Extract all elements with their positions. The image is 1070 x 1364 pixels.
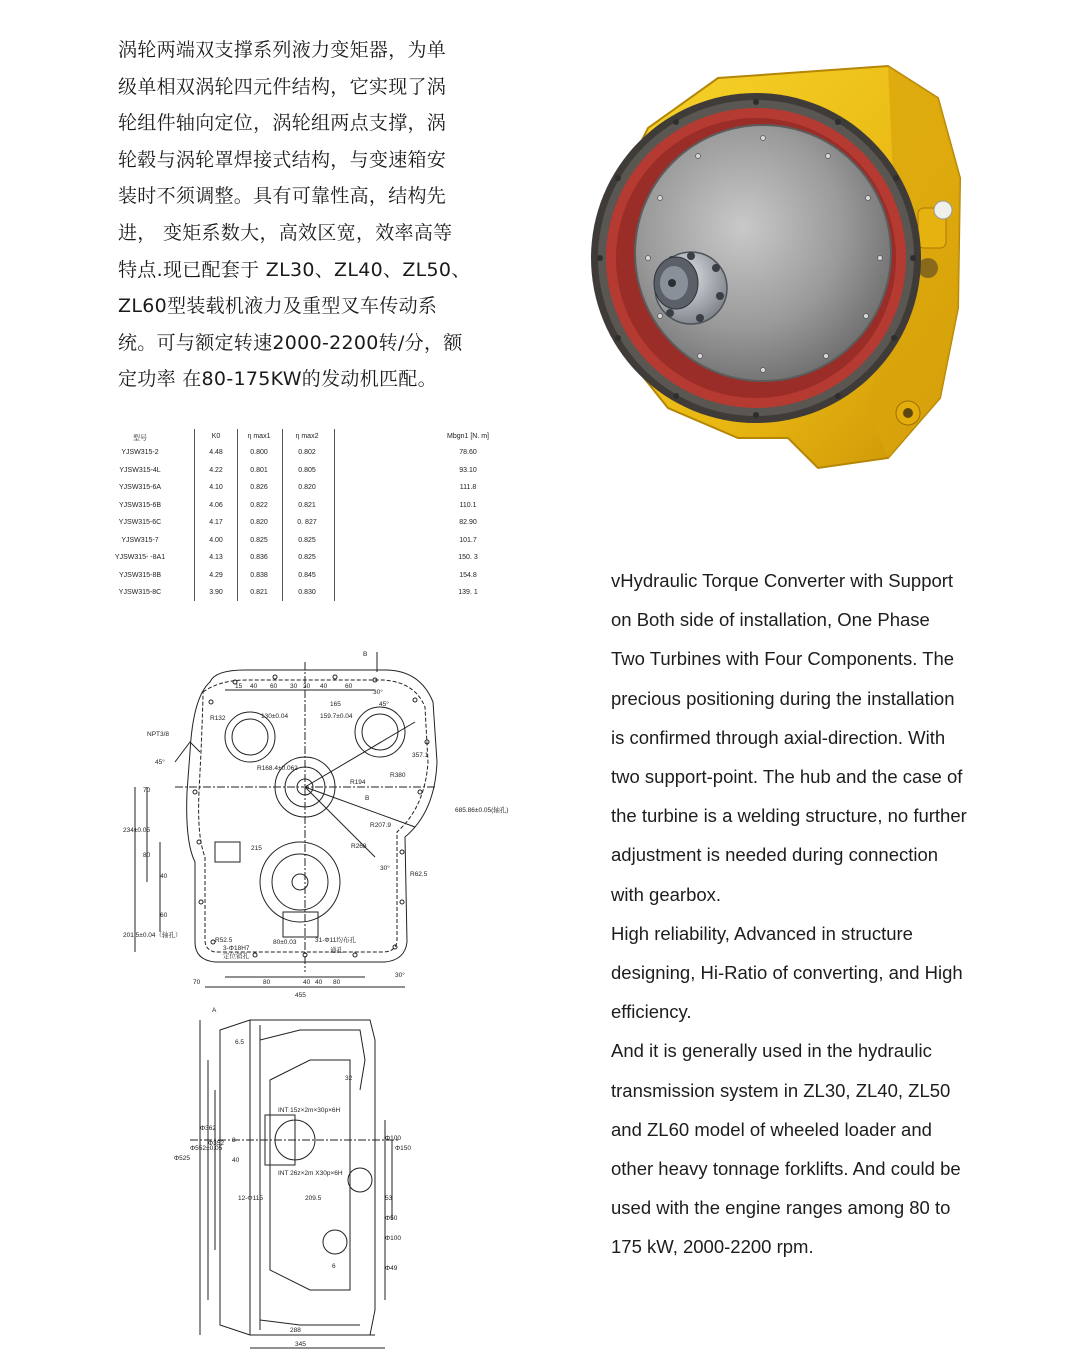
label: B <box>365 795 370 802</box>
cell-k0: 3.90 <box>209 589 223 596</box>
cell-eta2: 0.825 <box>298 554 316 561</box>
en-line: adjustment is needed during connection <box>611 844 939 866</box>
cell-eta2: 0. 827 <box>297 519 317 526</box>
cn-line: 定功率 在80-175KW的发动机匹配。 <box>118 368 437 391</box>
en-line: two support-point. The hub and the case of <box>611 766 963 788</box>
label: NPT3/8 <box>147 731 170 738</box>
label: Φ100 <box>385 1235 402 1242</box>
label: R132 <box>210 715 226 722</box>
cn-line: 特点.现已配套于 ZL30、ZL40、ZL50、 <box>118 258 471 281</box>
cell-mbgn: 78.60 <box>459 449 477 456</box>
cell-eta1: 0.836 <box>250 554 268 561</box>
cell-eta1: 0.820 <box>250 519 268 526</box>
table-header <box>110 430 500 446</box>
label: INT 15z×2m×30p×6H <box>278 1107 341 1114</box>
label: Φ150 <box>395 1145 412 1152</box>
label: 80 <box>143 852 151 859</box>
table-row <box>110 464 500 482</box>
label: 53 <box>385 1195 393 1202</box>
label: 31-Φ11均布孔 <box>315 937 356 944</box>
cell-eta1: 0.822 <box>250 501 268 509</box>
label: R52.5 <box>215 937 233 944</box>
table-row <box>110 481 500 499</box>
en-line: High reliability, Advanced in structure <box>611 922 913 944</box>
header-k0: K0 <box>211 433 221 440</box>
label: 30° <box>380 865 390 872</box>
label: 定位销孔 <box>223 953 249 960</box>
cell-eta2: 0.820 <box>298 484 316 491</box>
english-description <box>611 561 1031 1267</box>
cell-eta2: 0.821 <box>298 501 316 509</box>
table-row <box>110 499 500 517</box>
label: B <box>363 651 368 658</box>
label: 40 <box>315 979 323 986</box>
label: INT 26z×2m X30p×6H <box>278 1170 343 1177</box>
cell-model: YJSW315-6B <box>118 501 162 509</box>
cell-model: YJSW315-8C <box>118 589 162 596</box>
en-line: and ZL60 model of wheeled loader and <box>611 1118 932 1140</box>
label: Φ49 <box>385 1265 398 1272</box>
label: 60 <box>270 683 278 690</box>
cell-k0: 4.17 <box>209 519 223 526</box>
label: 70 <box>143 787 151 794</box>
cell-model: YJSW315-4L <box>119 466 161 474</box>
en-line: 175 kW, 2000-2200 rpm. <box>611 1236 814 1258</box>
cell-k0: 4.29 <box>209 571 223 579</box>
cell-k0: 4.48 <box>209 449 223 456</box>
cell-eta1: 0.801 <box>250 466 268 474</box>
label: 30 <box>303 683 311 690</box>
label: Φ50 <box>385 1215 398 1222</box>
label: 8 <box>232 1137 236 1144</box>
label: 165 <box>330 701 341 708</box>
cell-eta2: 0.825 <box>298 536 316 544</box>
label: Φ100 <box>385 1135 402 1142</box>
cell-eta1: 0.800 <box>250 449 268 456</box>
side-view-drawing <box>160 1000 420 1355</box>
en-line: transmission system in ZL30, ZL40, ZL50 <box>611 1079 951 1101</box>
label: 80 <box>263 979 271 986</box>
label: R62.5 <box>410 871 428 878</box>
label: 80 <box>333 979 341 986</box>
en-line: the turbine is a welding structure, no further <box>611 805 967 827</box>
label: R380 <box>390 772 406 779</box>
en-line: And it is generally used in the hydraulic <box>611 1040 932 1062</box>
label: 40 <box>250 683 258 690</box>
label: R207.9 <box>370 822 391 829</box>
cell-model: YJSW315-6C <box>118 519 162 526</box>
cell-eta1: 0.838 <box>250 571 268 579</box>
label: 通孔 <box>330 947 343 954</box>
cell-k0: 4.06 <box>209 501 223 509</box>
header-mbgn: Mbgn1 [N. m] <box>446 433 489 440</box>
label: 345 <box>295 1341 306 1348</box>
label: 30° <box>395 972 405 979</box>
cell-eta1: 0.821 <box>250 589 268 596</box>
label: 30 <box>290 683 298 690</box>
en-line: used with the engine ranges among 80 to <box>611 1197 951 1219</box>
en-line: is confirmed through axial-direction. With <box>611 726 946 748</box>
label: 6.5 <box>235 1039 245 1046</box>
label: 80±0.03 <box>273 939 297 946</box>
header-eta1: η max1 <box>247 433 271 440</box>
en-line: precious positioning during the installation <box>611 687 955 709</box>
label: Φ362 <box>200 1125 217 1132</box>
label: 60 <box>345 683 353 690</box>
label: 288 <box>290 1327 301 1334</box>
cell-model: YJSW315-2 <box>121 449 159 456</box>
table-row <box>110 516 500 534</box>
cell-mbgn: 82.90 <box>459 519 477 526</box>
cn-line: 统。可与额定转速2000-2200转/分，额 <box>118 331 463 354</box>
label: 40 <box>160 873 168 880</box>
label: R168.4±0.062 <box>257 765 298 772</box>
cell-eta1: 0.825 <box>250 536 268 544</box>
en-line: vHydraulic Torque Converter with Support <box>611 570 954 591</box>
cell-mbgn: 93.10 <box>459 466 477 474</box>
cell-mbgn: 150. 3 <box>458 554 478 561</box>
cell-k0: 4.22 <box>209 466 223 474</box>
label: 12-Φ115 <box>238 1195 263 1202</box>
cell-mbgn: 154.8 <box>459 571 477 579</box>
label: 159.7±0.04 <box>320 713 353 720</box>
label: A <box>212 1007 217 1014</box>
cn-line: 进， 变矩系数大，高效区宽，效率高等 <box>118 221 453 244</box>
label: 357.1 <box>412 752 429 759</box>
label: 201.5±0.04（轴孔） <box>123 932 182 939</box>
spec-table <box>110 430 500 604</box>
label: Φ552±0.05 <box>190 1145 223 1152</box>
cell-eta2: 0.845 <box>298 571 316 579</box>
label: 215 <box>251 845 262 852</box>
table-row <box>110 586 500 604</box>
cell-mbgn: 110.1 <box>459 501 477 509</box>
cell-eta2: 0.830 <box>298 589 316 596</box>
label: 45° <box>155 759 165 766</box>
cell-mbgn: 139. 1 <box>458 589 478 596</box>
cell-eta1: 0.826 <box>250 484 268 491</box>
en-line: other heavy tonnage forklifts. And could be <box>611 1158 961 1180</box>
product-photo <box>588 58 988 478</box>
cell-model: YJSW315-8B <box>118 571 162 579</box>
en-line: designing, Hi-Ratio of converting, and High <box>611 962 963 984</box>
label: R194 <box>350 779 366 786</box>
cell-eta2: 0.805 <box>298 466 316 474</box>
label: 40 <box>232 1157 240 1164</box>
label: 234±0.05 <box>123 827 151 834</box>
label: 685.86±0.05(轴孔) <box>455 807 509 814</box>
label: 30° <box>373 689 383 696</box>
cn-line: 级单相双涡轮四元件结构，它实现了涡 <box>118 75 447 98</box>
label: 40 <box>303 979 311 986</box>
cell-k0: 4.13 <box>209 554 223 561</box>
label: 32 <box>345 1075 353 1082</box>
cell-k0: 4.10 <box>209 484 223 491</box>
cn-line: 涡轮两端双支撑系列液力变矩器，为单 <box>118 39 447 61</box>
cell-model: YJSW315-6A <box>118 484 162 491</box>
en-line: on Both side of installation, One Phase <box>611 609 930 631</box>
table-row <box>110 551 500 569</box>
label: 45° <box>379 701 389 708</box>
label: Φ525 <box>174 1155 191 1162</box>
header-model: 型号 <box>133 435 147 442</box>
cn-line: 轮组件轴向定位，涡轮组两点支撑，涡 <box>118 112 447 135</box>
front-view-drawing <box>115 642 509 1002</box>
label: 70 <box>193 979 201 986</box>
cell-mbgn: 101.7 <box>459 536 477 544</box>
label: Φ352 <box>208 1140 225 1147</box>
cell-k0: 4.00 <box>209 536 223 544</box>
label: 6 <box>332 1263 336 1270</box>
header-eta2: η max2 <box>295 433 319 440</box>
en-line: with gearbox. <box>611 883 722 905</box>
label: R268 <box>351 843 367 850</box>
cell-model: YJSW315-7 <box>121 536 159 544</box>
table-row <box>110 569 500 587</box>
cell-mbgn: 111.8 <box>459 484 477 491</box>
label: 60 <box>160 912 168 919</box>
table-row <box>110 534 500 552</box>
cn-line: ZL60型装载机液力及重型叉车传动系 <box>118 295 438 318</box>
table-row <box>110 446 500 464</box>
en-line: Two Turbines with Four Components. The <box>611 648 955 670</box>
label: 455 <box>295 992 306 999</box>
label: 15 <box>235 683 243 690</box>
cell-eta2: 0.802 <box>298 449 316 456</box>
label: 40 <box>320 683 328 690</box>
en-line: efficiency. <box>611 1001 692 1023</box>
cn-line: 装时不须调整。具有可靠性高，结构先 <box>118 185 447 208</box>
cell-model: YJSW315- -8A1 <box>114 554 166 561</box>
chinese-description <box>118 32 498 398</box>
label: 3-Φ18H7 <box>223 945 250 952</box>
label: 209.5 <box>305 1195 322 1202</box>
cn-line: 轮毂与涡轮罩焊接式结构，与变速箱安 <box>118 148 447 171</box>
label: 130±0.04 <box>261 713 289 720</box>
